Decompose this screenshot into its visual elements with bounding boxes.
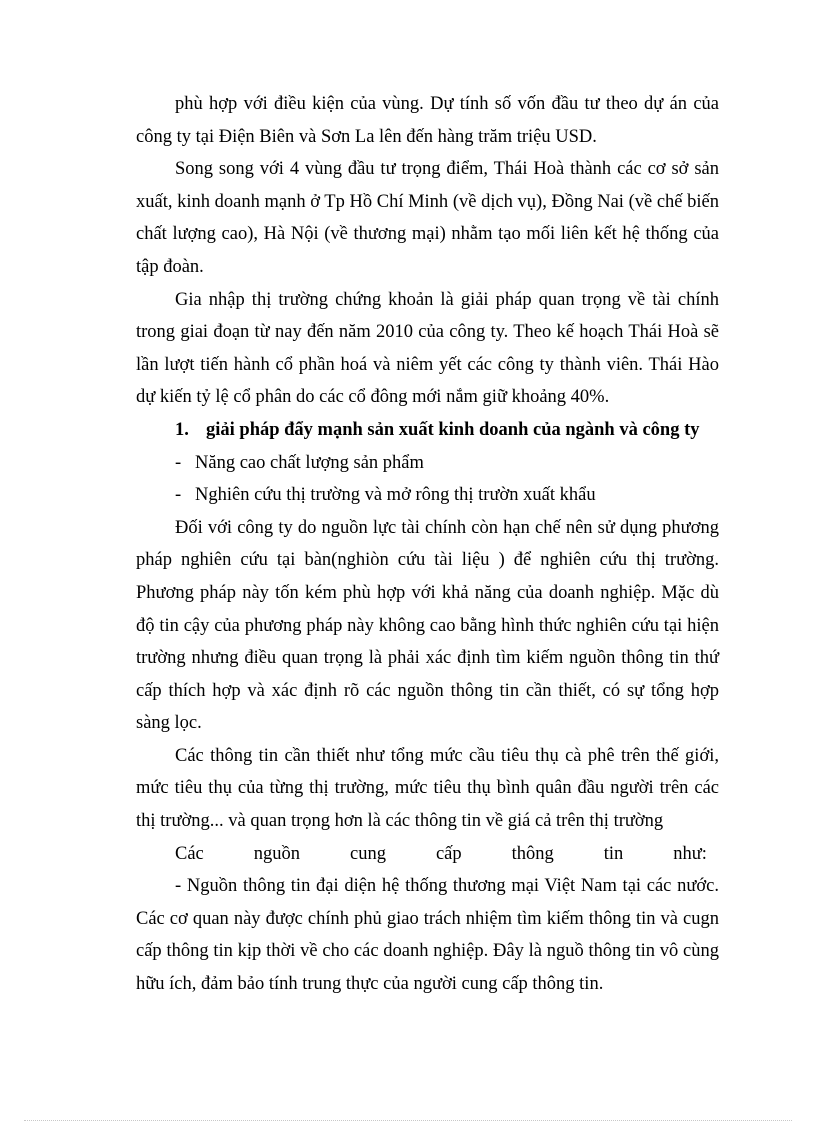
paragraph-song-song: Song song với 4 vùng đầu tư trọng điểm, Thái Hoà thành các cơ sở sản xuất, kinh doanh mạnh ở Tp Hồ Chí Minh (về dịch vụ), Đồng Nai (về chế biến chất lượng cao), Hà Nội (về thương mại) nhằm tạo mối liên kết hệ thống của tập đoàn.: [136, 159, 719, 277]
document-page: [136, 88, 719, 1001]
sources-word: tin: [603, 843, 624, 864]
page-bottom-divider: [24, 1120, 792, 1121]
sources-word: cung: [349, 843, 386, 864]
sources-word: cấp: [435, 843, 462, 864]
paragraph-thong-tin-can-thiet: Các thông tin cần thiết như tổng mức cầu tiêu thụ cà phê trên thế giới, mức tiêu thụ của từng thị trường, mức tiêu thụ bình quân đầu người trên các thị trường... và quan trọng hơn là các thông tin về giá cả trên thị trường: [136, 745, 719, 832]
sources-intro-line: [136, 838, 719, 871]
paragraph-vung-dien-bien: phù hợp với điều kiện của vùng. Dự tính số vốn đầu tư theo dự án của công ty tại Điện Biên và Sơn La lên đến hàng trăm triệu USD.: [136, 94, 719, 147]
paragraph-chung-khoan: Gia nhập thị trường chứng khoản là giải pháp quan trọng về tài chính trong giai đoạn từ nay đến năm 2010 của công ty. Theo kế hoạch Thái Hoà sẽ lần lượt tiến hành cổ phần hoá và niêm yết các công ty thành viên. Thái Hào dự kiến tỷ lệ cổ phân do các cổ đông mới nắm giữ khoảng 40%.: [136, 289, 719, 408]
sources-word: Các: [175, 843, 204, 864]
bullet-item: [136, 479, 719, 512]
bullet-dash: -: [175, 485, 182, 506]
sources-word: thông: [511, 843, 554, 864]
section-heading: [136, 414, 719, 447]
bullet-dash: -: [175, 452, 182, 473]
section-number: 1.: [175, 419, 189, 440]
paragraph-nghien-cuu-tai-ban: Đối với công ty do nguồn lực tài chính còn hạn chế nên sử dụng phương pháp nghiên cứu tại bàn(nghiòn cứu tài liệu ) để nghiên cứu thị trường. Phương pháp này tốn kém phù hợp với khả năng của doanh nghiệp. Mặc dù độ tin cậy của phương pháp này không cao bằng hình thức nghiên cứu tại hiện trường nhưng điều quan trọng là phải xác định tìm kiếm nguồn thông tin thứ cấp thích hợp và xác định rõ các nguồn thông tin cần thiết, có sự tổng hợp sàng lọc.: [136, 517, 719, 734]
bullet-text: Năng cao chất lượng sản phẩm: [195, 452, 424, 473]
sources-word: nguồn: [253, 843, 300, 864]
sources-word: như:: [673, 843, 707, 864]
section-title: giải pháp đẩy mạnh sản xuất kinh doanh của ngành và công ty: [206, 419, 700, 440]
bullet-item: [136, 447, 719, 480]
bullet-text: Nghiên cứu thị trường và mở rông thị trườn xuất khẩu: [195, 485, 596, 506]
paragraph-nguon-thong-tin-dai-dien: - Nguồn thông tin đại diện hệ thống thương mại Việt Nam tại các nước. Các cơ quan này được chính phủ giao trách nhiệm tìm kiếm thông tin và cugn cấp thông tin kịp thời về cho các doanh nghiệp. Đây là nguồ thông tin vô cùng hữu ích, đảm bảo tính trung thực của người cung cấp thông tin.: [136, 876, 719, 995]
